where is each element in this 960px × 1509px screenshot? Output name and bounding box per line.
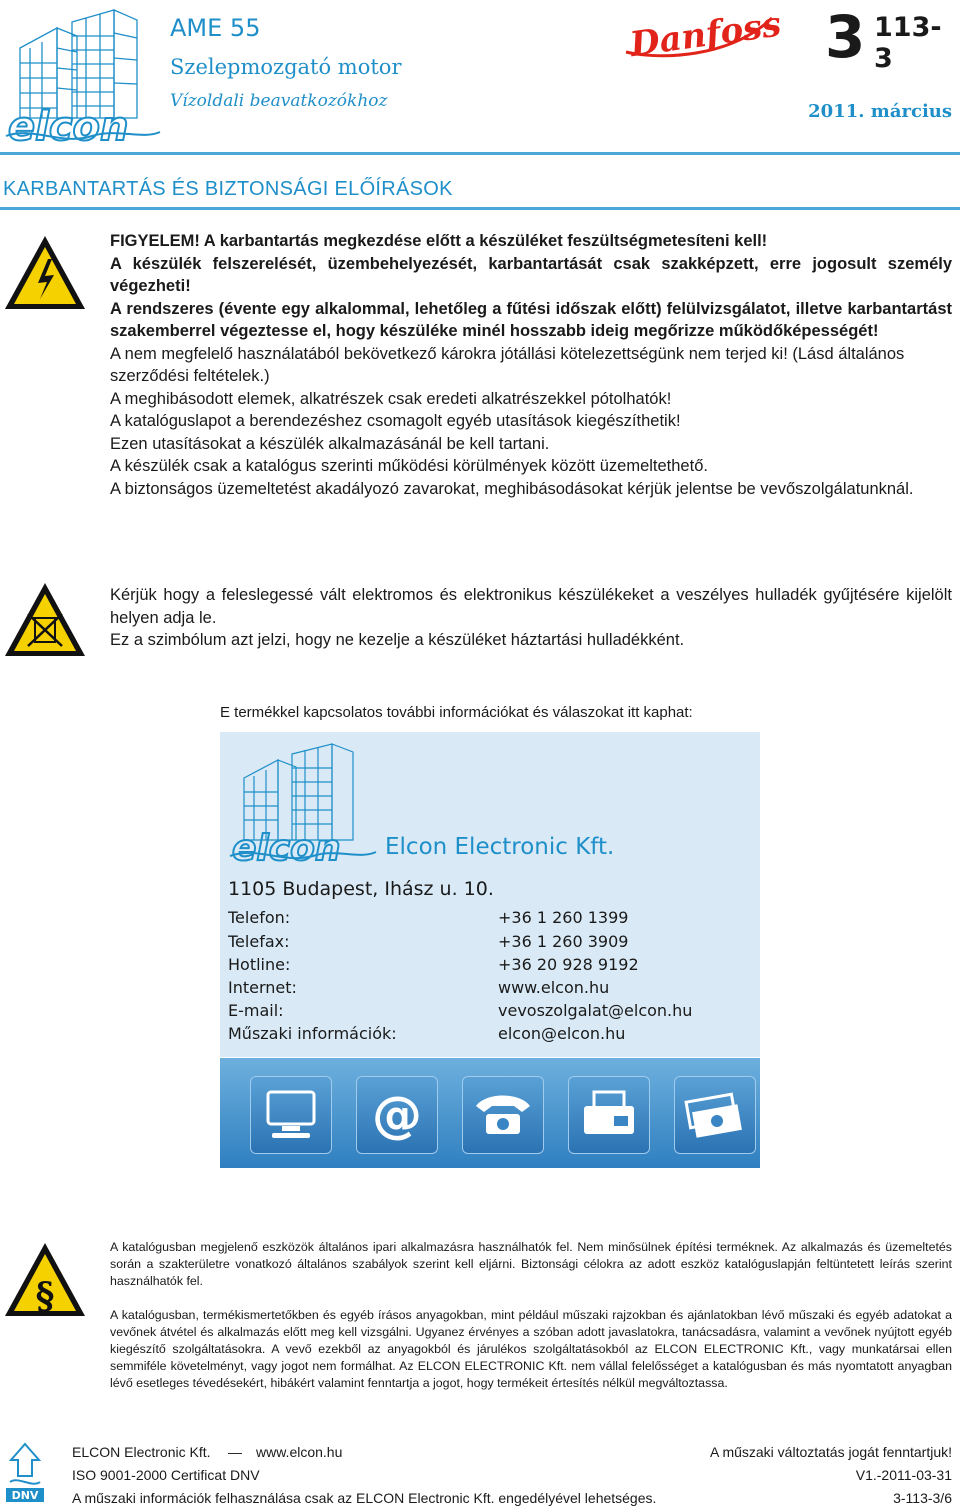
section-rule [0,207,960,210]
document-subtitle: Szelepmozgató motor [170,55,402,79]
danfoss-logo-text: Danfoss [627,8,780,66]
warning-line-2: A készülék felszerelését, üzembehelyezését, karbantartását csak szakképzett, erre jogosult személy végezheti! [110,254,952,295]
footer-version: V1.-2011-03-31 [855,1467,952,1483]
contact-value: elcon@elcon.hu [498,1024,626,1043]
contact-value: +36 1 260 1399 [498,908,629,927]
contact-label: Műszaki információk: [228,1024,397,1043]
at-sign-icon [356,1076,438,1154]
legal-paragraph-2: A katalógusban, termékismertetőkben és egyéb írásos anyagokban, mint például műszaki rajzokban és ajánlatokban lévő műszaki és egyéb adatokat a vevőnek átvétel és alkalmazás előtt meg kell vizsgálni. Ugyanez érvényes a szóban adott javaslatokra, tanácsadásra, valamint a vevőnek nyújtott egyéb kiegészítő szolgáltatásokra. A vevő ezekből az anyagokból és járulékos szolgáltatásokból az ELCON ELECTRONIC Kft., vagy munkatársai ellen semmiféle követelményt, vagy jogot nem formálhat. Az ELCON ELECTRONIC Kft. nem vállal felelősséget a katalógusban és más nyomtatott anyagban lévő esetleges tévedésekért, hibákért valamint fenntartja a jogot, hogy termékeit értesítés nélkül megváltoztassa. [110,1308,952,1390]
warning-line-4: A nem megfelelő használatából bekövetkező károkra jótállási kötelezettségünk nem terjed ki! (Lásd általános szerződési feltételek.) [110,344,905,385]
document-subtitle-2: Vízoldali beavatkozókhoz [170,91,388,111]
warning-line-7: Ezen utasításokat a készülék alkalmazásánál be kell tartani. [110,434,550,453]
dnv-logo-text: DNV [11,1489,39,1502]
money-icon [674,1076,756,1154]
warning-line-8: A készülék csak a katalógus szerinti működési körülmények között üzemeltethető. [110,457,708,475]
contact-label: Telefax: [228,932,290,951]
footer-company: ELCON Electronic Kft. [72,1444,211,1460]
legal-paragraph-1: A katalógusban megjelenő eszközök általános ipari alkalmazásra használhatók fel. Nem minősülnek építési terméknek. Az alkalmazás és üzemeltetés során a szakterületre vonatkozó általános szabályok szerint kell eljárni. Biztonsági célokra az adott eszköz katalóguslapján feltüntetett leírás szerint használhatók fel. [110,1240,952,1288]
warning-line-3: A rendszeres (évente egy alkalommal, lehetőleg a fűtési időszak előtt) felülvizsgálatot, illetve karbantartást szakemberrel végeztesse el, hogy készüléke minél hosszabb ideig megőrizze működőképességét! [110,299,952,340]
contact-value: www.elcon.hu [498,978,610,997]
paragraph-sign-icon [2,1240,88,1320]
weee-text [110,584,952,652]
contact-card-logo [228,742,378,867]
danfoss-logo [620,8,780,68]
legal-text [110,1239,952,1392]
contact-value: +36 1 260 3909 [498,932,629,951]
catalog-number-main: 3 [825,3,866,71]
section-title: KARBANTARTÁS ÉS BIZTONSÁGI ELŐÍRÁSOK [3,178,453,200]
contact-icons-band [220,1058,760,1168]
computer-icon [250,1076,332,1154]
warning-line-1: FIGYELEM! A karbantartás megkezdése előtt a készüléket feszültségmetesíteni kell! [110,232,768,250]
catalog-number-sub: 113-3 [874,12,942,74]
weee-bin-icon [2,580,88,660]
warning-line-9: A biztonságos üzemeltetést akadályozó zavarokat, meghibásodásokat kérjük jelentse be vevőszolgálatunknál. [110,479,914,498]
footer-usage-note: A műszaki információk felhasználása csak az ELCON Electronic Kft. engedélyével lehetséges. [72,1490,657,1506]
contact-card-logo-text: elcon [232,828,341,867]
footer-website-link[interactable]: www.elcon.hu [256,1444,343,1460]
svg-text:@: @ [372,1086,422,1144]
header-rule [0,152,960,155]
contact-label: E-mail: [228,1001,284,1020]
fax-icon [568,1076,650,1154]
footer-page-number: 3-113-3/6 [893,1490,952,1506]
footer-dash: — [228,1444,242,1460]
elcon-logo-text: elcon [8,104,129,148]
document-title: AME 55 [170,14,261,42]
contact-label: Internet: [228,978,297,997]
electric-hazard-icon [2,233,88,313]
weee-line-1: Kérjük hogy a feleslegessé vált elektromos és elektronikus készülékeket a veszélyes hulladék gyűjtésére kijelölt helyen adja le. [110,586,952,627]
weee-line-2: Ez a szimbólum azt jelzi, hogy ne kezelje a készüléket háztartási hulladékként. [110,631,685,649]
dnv-logo [4,1440,46,1504]
contact-value: vevoszolgalat@elcon.hu [498,1001,693,1020]
info-intro: E termékkel kapcsolatos további információkat és válaszokat itt kaphat: [220,704,693,721]
warning-line-5: A meghibásodott elemek, alkatrészek csak eredeti alkatrészekkel pótolhatók! [110,389,672,408]
warning-text [110,230,952,500]
footer-iso: ISO 9001-2000 Certificat DNV [72,1467,260,1483]
svg-text:§: § [35,1275,55,1317]
footer-rights: A műszaki változtatás jogát fenntartjuk! [709,1444,952,1460]
contact-label: Hotline: [228,955,291,974]
elcon-logo [2,8,162,148]
telephone-icon [462,1076,544,1154]
company-name: Elcon Electronic Kft. [385,834,615,860]
warning-line-6: A katalóguslapot a berendezéshez csomagolt egyéb utasítások kiegészíthetik! [110,412,681,430]
contact-value: +36 20 928 9192 [498,955,639,974]
contact-label: Telefon: [228,908,291,927]
document-date: 2011. március [808,101,952,122]
company-address: 1105 Budapest, Ihász u. 10. [228,878,494,900]
